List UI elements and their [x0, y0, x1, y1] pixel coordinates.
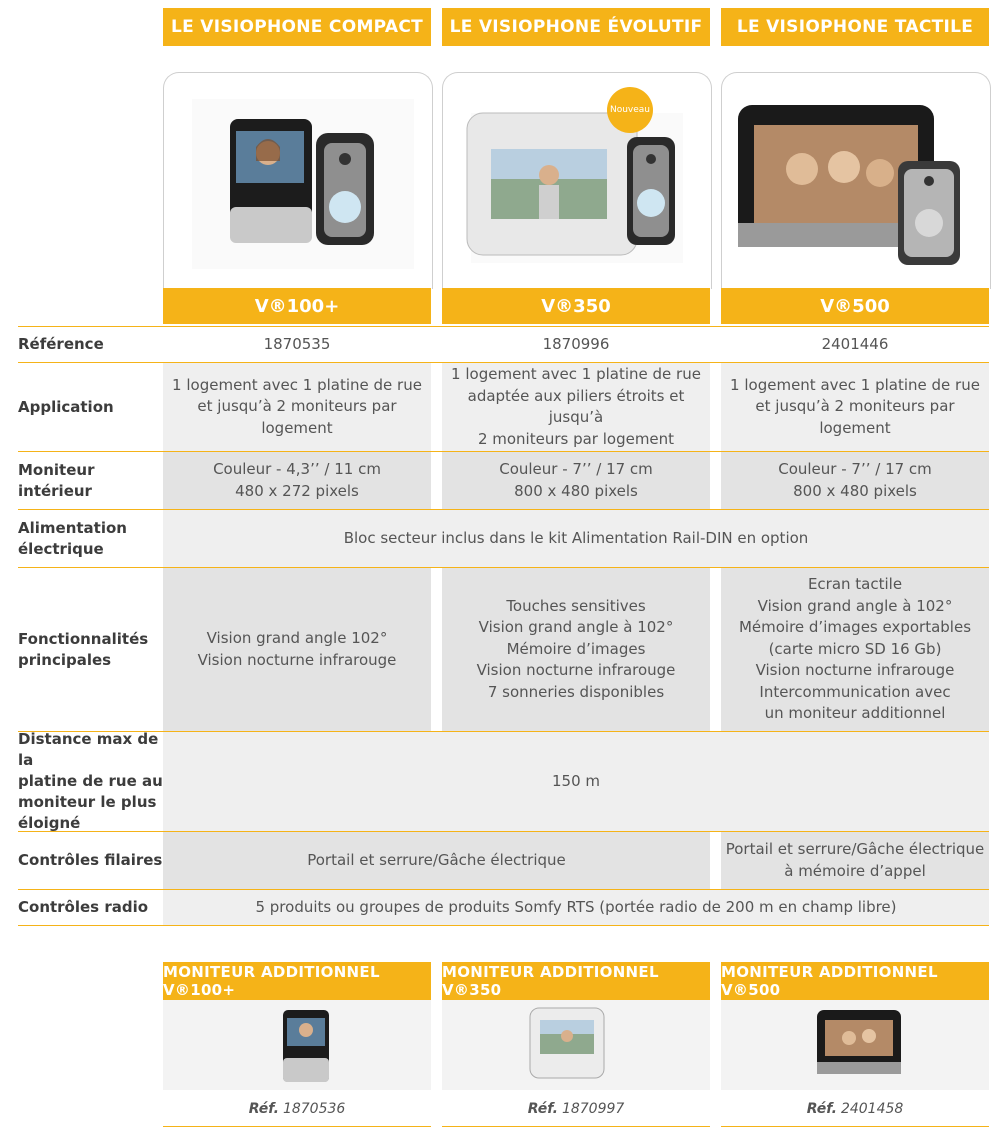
moniteur-line: Couleur - 7’’ / 17 cm [499, 460, 653, 478]
application-line: 1 logement avec 1 platine de rue [451, 365, 701, 383]
application-line: adaptée aux piliers étroits et jusqu’à [467, 386, 685, 426]
ref-value: 1870536 [282, 1101, 346, 1117]
label-line: électrique [18, 539, 104, 558]
additional-header-v100: MONITEUR ADDITIONNEL V®100+ [163, 962, 431, 1000]
header-compact: LE VISIOPHONE COMPACT [163, 8, 431, 46]
label-reference: Référence [18, 335, 104, 353]
filaires-v500 [721, 832, 989, 889]
ref-divider [442, 1126, 710, 1127]
reference-v500: 2401446 [821, 334, 889, 353]
application-v500 [721, 363, 989, 451]
alimentation-value: Bloc secteur inclus dans le kit Alimentation Rail-DIN en option [163, 510, 989, 567]
feature-line: Vision grand angle 102° [206, 629, 388, 647]
fonctionnalites-v350 [442, 568, 710, 731]
ref-value: 1870997 [561, 1101, 625, 1117]
v500-product-image [722, 73, 990, 289]
additional-ref-v100 [163, 1094, 431, 1124]
row-divider [18, 925, 989, 926]
label-line: Alimentation [18, 518, 127, 537]
moniteur-v500 [721, 452, 989, 509]
product-card-v500 [721, 72, 991, 289]
moniteur-line: 480 x 272 pixels [235, 481, 359, 500]
fonctionnalites-v500 [721, 568, 989, 731]
moniteur-line: Couleur - 4,3’’ / 11 cm [213, 460, 381, 478]
reference-v100: 1870535 [263, 334, 331, 353]
additional-image-v500 [721, 1000, 989, 1090]
ref-label: Réf. [806, 1101, 837, 1117]
reference-v350: 1870996 [542, 334, 610, 353]
feature-line: Vision grand angle à 102° [757, 596, 953, 615]
feature-line: Vision nocturne infrarouge [197, 650, 397, 669]
additional-header-v500: MONITEUR ADDITIONNEL V®500 [721, 962, 989, 1000]
ref-label: Réf. [248, 1101, 279, 1117]
model-v500: V®500 [721, 288, 989, 324]
feature-line: Intercommunication avec [759, 682, 951, 701]
additional-ref-v350 [442, 1094, 710, 1124]
label-line: intérieur [18, 481, 92, 500]
moniteur-line: 800 x 480 pixels [793, 481, 917, 500]
feature-line: un moniteur additionnel [764, 704, 946, 723]
label-line: moniteur le plus [18, 793, 157, 811]
moniteur-line: 800 x 480 pixels [514, 481, 638, 500]
label-line: éloigné [18, 814, 81, 832]
application-line: et jusqu’à 2 moniteurs par logement [755, 397, 955, 437]
feature-line: Vision nocturne infrarouge [755, 661, 955, 680]
moniteur-v350 [442, 452, 710, 509]
application-line: et jusqu’à 2 moniteurs par logement [197, 397, 397, 437]
label-line: principales [18, 650, 112, 669]
label-fonctionnalites [18, 568, 158, 731]
label-filaires: Contrôles filaires [18, 851, 163, 869]
application-v100 [163, 363, 431, 451]
label-alimentation [18, 510, 158, 567]
application-line: 1 logement avec 1 platine de rue [172, 375, 422, 394]
distance-value: 150 m [163, 732, 989, 831]
moniteur-line: Couleur - 7’’ / 17 cm [778, 460, 932, 478]
model-v350: V®350 [442, 288, 710, 324]
feature-line: 7 sonneries disponibles [487, 682, 665, 701]
filaires-line: à mémoire d’appel [784, 861, 926, 880]
additional-header-v350: MONITEUR ADDITIONNEL V®350 [442, 962, 710, 1000]
fonctionnalites-v100 [163, 568, 431, 731]
label-line: platine de rue au [18, 772, 163, 790]
feature-line: Mémoire d’images [506, 639, 646, 658]
feature-line: Mémoire d’images exportables [738, 618, 972, 637]
product-card-v350 [442, 72, 712, 289]
feature-line: Ecran tactile [807, 575, 903, 594]
additional-monitor-v500-image [721, 1000, 989, 1090]
additional-ref-v500 [721, 1094, 989, 1124]
ref-divider [163, 1126, 431, 1127]
label-application: Application [18, 397, 114, 416]
feature-line: Vision nocturne infrarouge [476, 661, 676, 680]
product-card-v100 [163, 72, 433, 289]
label-radio: Contrôles radio [18, 898, 149, 916]
v350-product-image [443, 73, 711, 289]
model-v100: V®100+ [163, 288, 431, 324]
header-evolutif: LE VISIOPHONE ÉVOLUTIF [442, 8, 710, 46]
label-line: Fonctionnalités [18, 629, 149, 648]
application-line: 1 logement avec 1 platine de rue [730, 375, 980, 394]
application-v350 [442, 363, 710, 451]
label-moniteur [18, 452, 158, 509]
additional-image-v100 [163, 1000, 431, 1090]
ref-label: Réf. [527, 1101, 558, 1117]
application-line: 2 moniteurs par logement [477, 429, 675, 448]
additional-image-v350 [442, 1000, 710, 1090]
label-line: Moniteur [18, 460, 95, 479]
ref-divider [721, 1126, 989, 1127]
additional-monitor-v350-image [442, 1000, 710, 1090]
label-distance [18, 732, 163, 831]
feature-line: Touches sensitives [506, 596, 646, 615]
label-line: Distance max de la [18, 730, 159, 769]
filaires-v100-v350: Portail et serrure/Gâche électrique [163, 832, 710, 889]
additional-monitor-v100-image [163, 1000, 431, 1090]
new-badge: Nouveau [607, 87, 653, 133]
radio-value: 5 produits ou groupes de produits Somfy RTS (portée radio de 200 m en champ libre) [163, 890, 989, 925]
header-tactile: LE VISIOPHONE TACTILE [721, 8, 989, 46]
feature-line: Vision grand angle à 102° [478, 618, 674, 637]
filaires-line: Portail et serrure/Gâche électrique [725, 840, 985, 858]
moniteur-v100 [163, 452, 431, 509]
ref-value: 2401458 [840, 1101, 904, 1117]
v100-product-image [164, 73, 432, 289]
feature-line: (carte micro SD 16 Gb) [768, 639, 942, 658]
